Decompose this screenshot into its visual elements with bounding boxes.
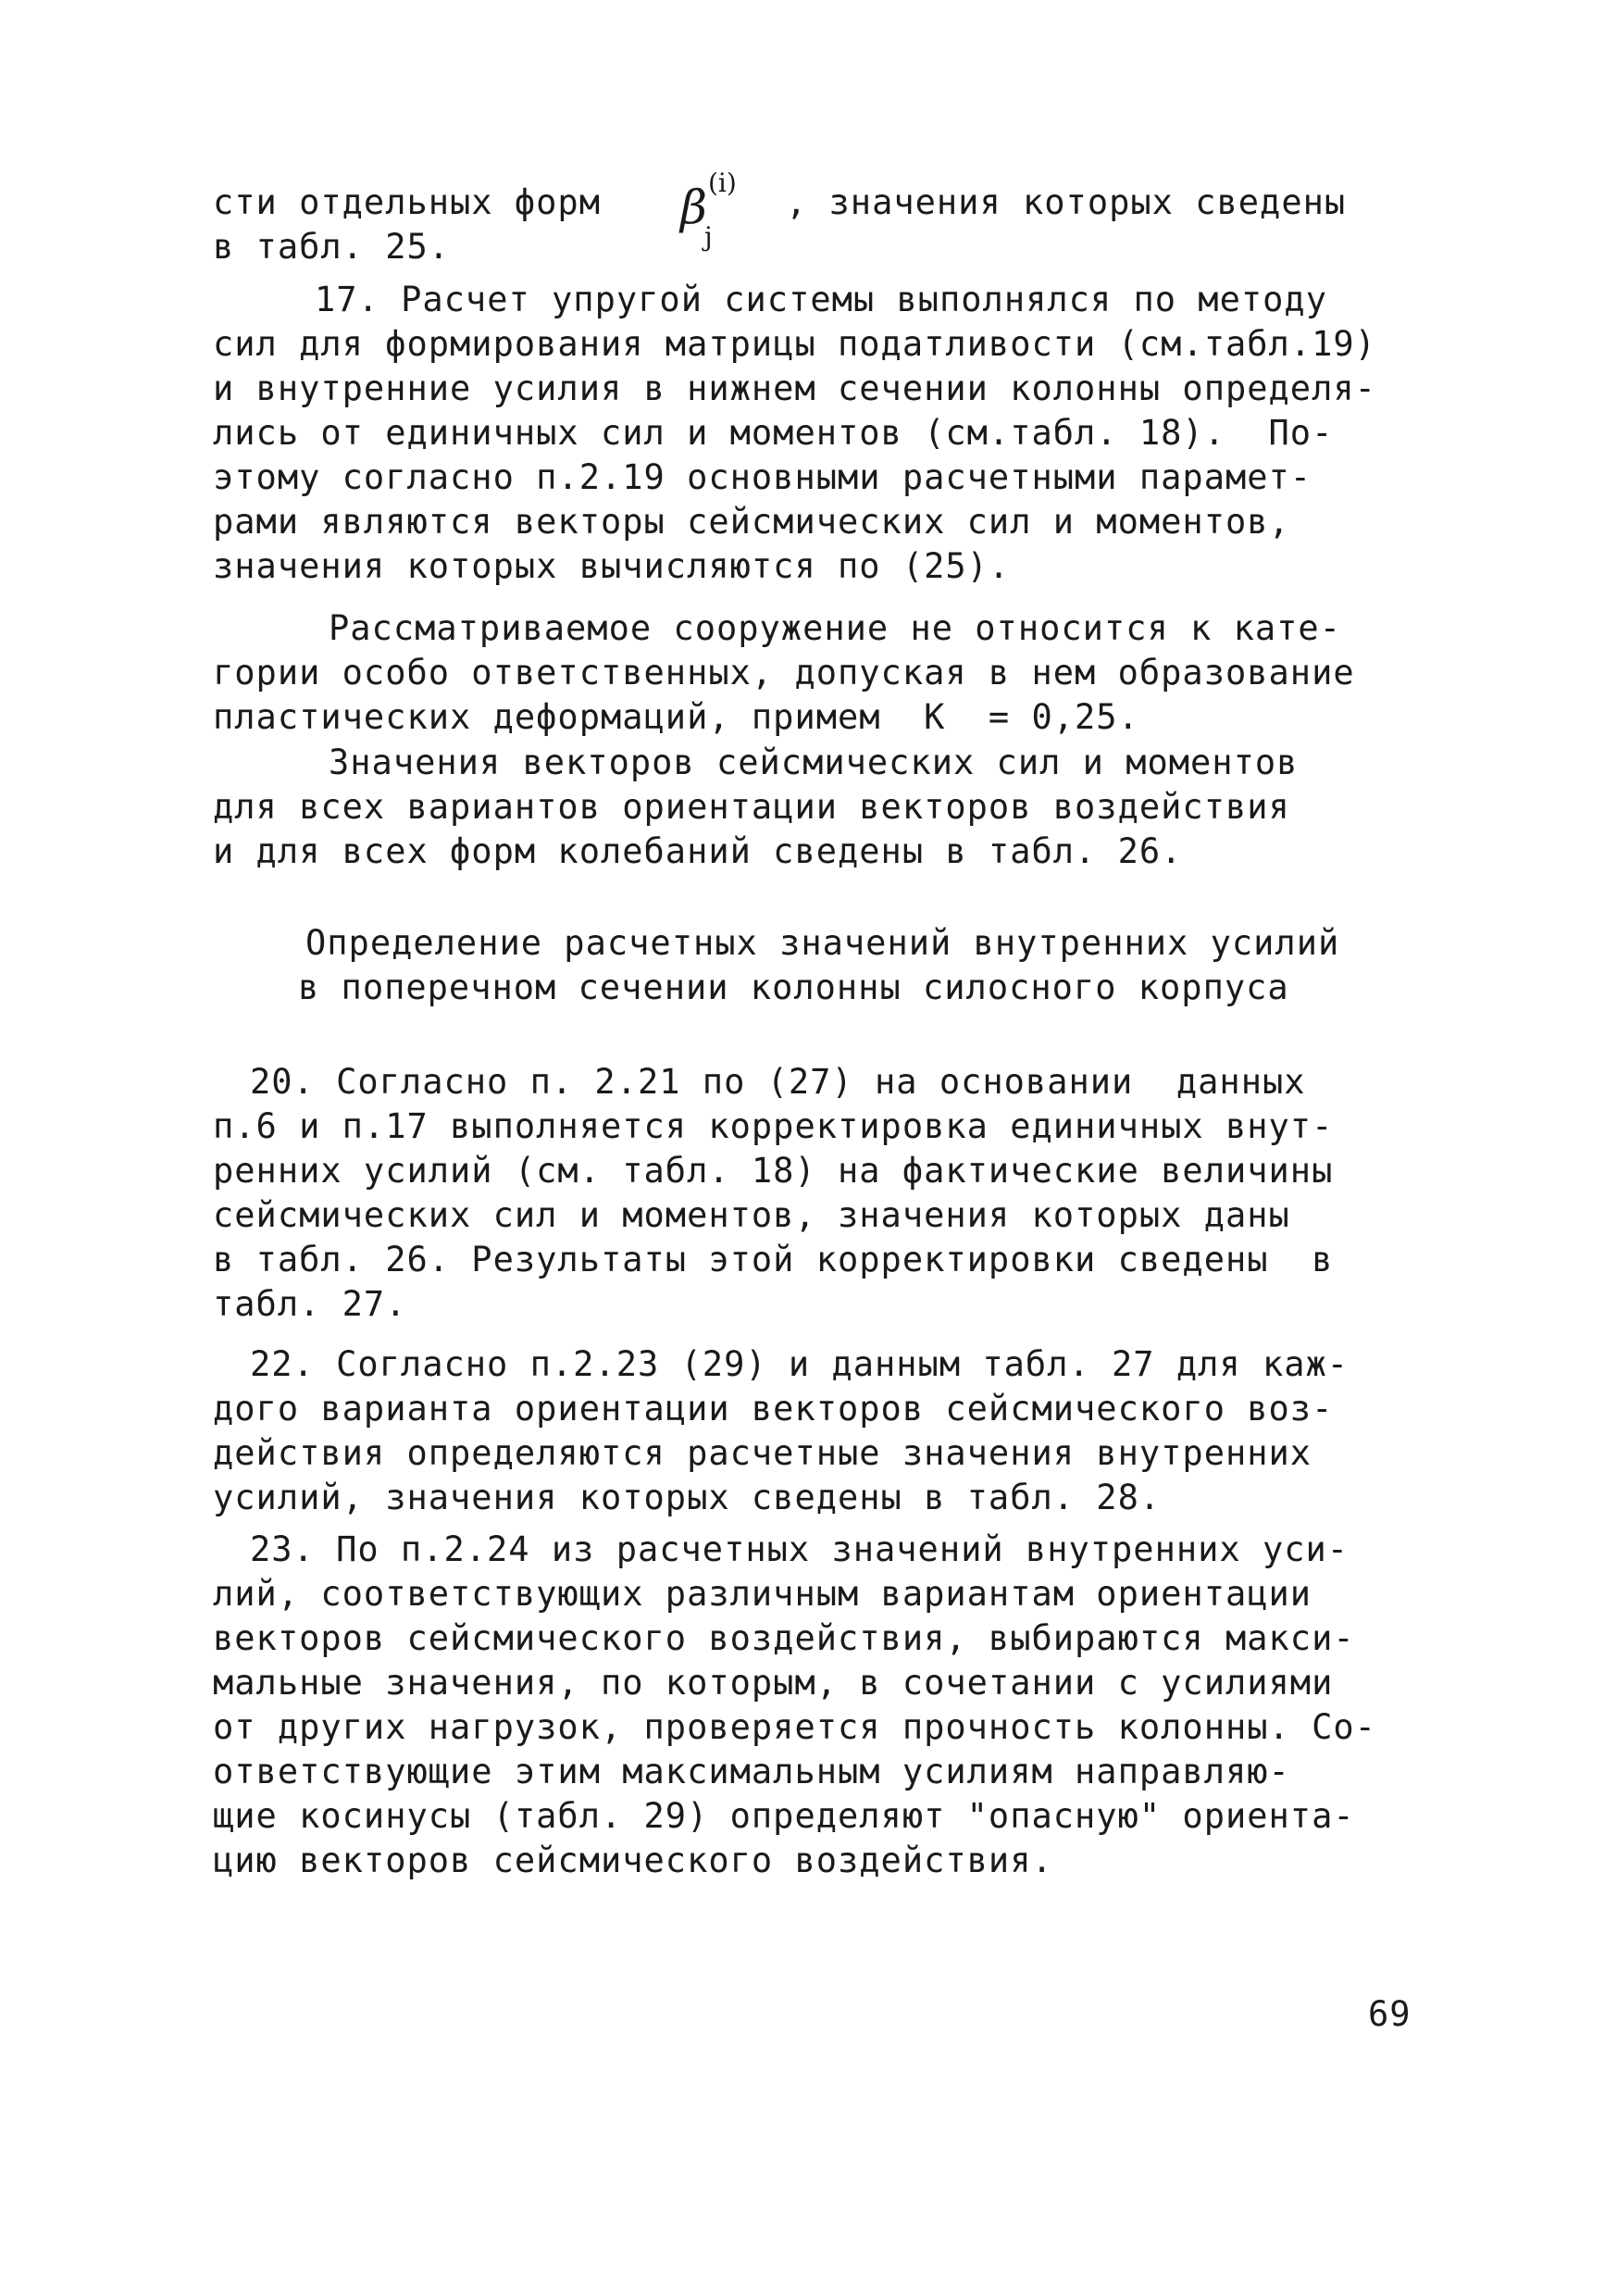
pv-line: Значения векторов сейсмических сил и моментов bbox=[329, 742, 1299, 782]
heading-line: в поперечном сечении колонны силосного корпуса bbox=[298, 967, 1289, 1007]
p23-line: 23. По п.2.24 из расчетных значений внутренних уси- bbox=[250, 1529, 1350, 1569]
paragraph-20 bbox=[213, 1060, 1435, 1327]
page-number: 69 bbox=[1368, 1994, 1412, 2034]
pv-line: для всех вариантов ориентации векторов воздействия bbox=[213, 787, 1290, 827]
section-heading bbox=[213, 921, 1435, 1010]
p20-line: табл. 27. bbox=[213, 1284, 407, 1324]
intro-line-1-end: , значения которых сведены bbox=[785, 182, 1347, 222]
p20-line: сейсмических сил и моментов, значения которых даны bbox=[213, 1195, 1290, 1235]
p23-line: щие косинусы (табл. 29) определяют "опасную" ориента- bbox=[213, 1796, 1355, 1836]
p23-line: цию векторов сейсмического воздействия. bbox=[213, 1841, 1053, 1880]
p17-line: и внутренние усилия в нижнем сечении колонны определя- bbox=[213, 368, 1376, 408]
pv-line: и для всех форм колебаний сведены в табл. 26. bbox=[213, 831, 1183, 871]
p22-line: усилий, значения которых сведены в табл. 28. bbox=[213, 1478, 1162, 1517]
intro-block bbox=[213, 181, 1435, 269]
pk-line: гории особо ответственных, допуская в нем образование bbox=[213, 653, 1355, 693]
pk-line: пластических деформаций, примем K = 0,25. bbox=[213, 697, 1139, 737]
p20-line: 20. Согласно п. 2.21 по (27) на основании данных bbox=[250, 1062, 1306, 1102]
beta-subscript: j bbox=[704, 221, 713, 252]
p22-line: дого варианта ориентации векторов сейсмического воз- bbox=[213, 1389, 1334, 1429]
p20-line: п.6 и п.17 выполняется корректировка единичных внут- bbox=[213, 1106, 1334, 1146]
heading-line: Определение расчетных значений внутренних усилий bbox=[305, 923, 1340, 963]
p17-line: 17. Расчет упругой системы выполнялся по методу bbox=[315, 280, 1327, 319]
p17-line: сил для формирования матрицы податливости (см.табл.19) bbox=[213, 324, 1376, 364]
p20-line: ренних усилий (см. табл. 18) на фактические величины bbox=[213, 1151, 1334, 1191]
p20-line: в табл. 26. Результаты этой корректировки сведены в bbox=[213, 1240, 1334, 1279]
beta-base: β bbox=[680, 181, 707, 234]
p23-line: мальные значения, по которым, в сочетании с усилиями bbox=[213, 1663, 1334, 1703]
pk-line: Рассматриваемое сооружение не относится к кате- bbox=[329, 608, 1341, 648]
p22-line: 22. Согласно п.2.23 (29) и данным табл. 27 для каж- bbox=[250, 1344, 1350, 1384]
p22-line: действия определяются расчетные значения внутренних bbox=[213, 1433, 1312, 1473]
p23-line: лий, соответствующих различным вариантам ориентации bbox=[213, 1574, 1312, 1614]
p17-line: рами являются векторы сейсмических сил и моментов, bbox=[213, 502, 1290, 542]
paragraph-23 bbox=[213, 1528, 1435, 1883]
intro-line-2: в табл. 25. bbox=[213, 227, 451, 267]
p23-line: векторов сейсмического воздействия, выбираются макси- bbox=[213, 1618, 1355, 1658]
p23-line: ответствующие этим максимальным усилиям направляю- bbox=[213, 1752, 1290, 1791]
beta-symbol bbox=[680, 168, 737, 252]
intro-line-1 bbox=[213, 181, 1435, 225]
intro-line-1-start: сти отдельных форм bbox=[213, 182, 601, 222]
beta-superscript: (i) bbox=[708, 168, 737, 198]
p17-line: лись от единичных сил и моментов (см.табл. 18). По- bbox=[213, 413, 1334, 453]
p17-line: этому согласно п.2.19 основными расчетными парамет- bbox=[213, 457, 1312, 497]
paragraph-k-coefficient bbox=[213, 606, 1435, 740]
p17-line: значения которых вычисляются по (25). bbox=[213, 546, 1011, 586]
paragraph-22 bbox=[213, 1342, 1435, 1520]
paragraph-17 bbox=[213, 278, 1435, 589]
paragraph-vectors bbox=[213, 741, 1435, 874]
p23-line: от других нагрузок, проверяется прочность колонны. Со- bbox=[213, 1707, 1376, 1747]
